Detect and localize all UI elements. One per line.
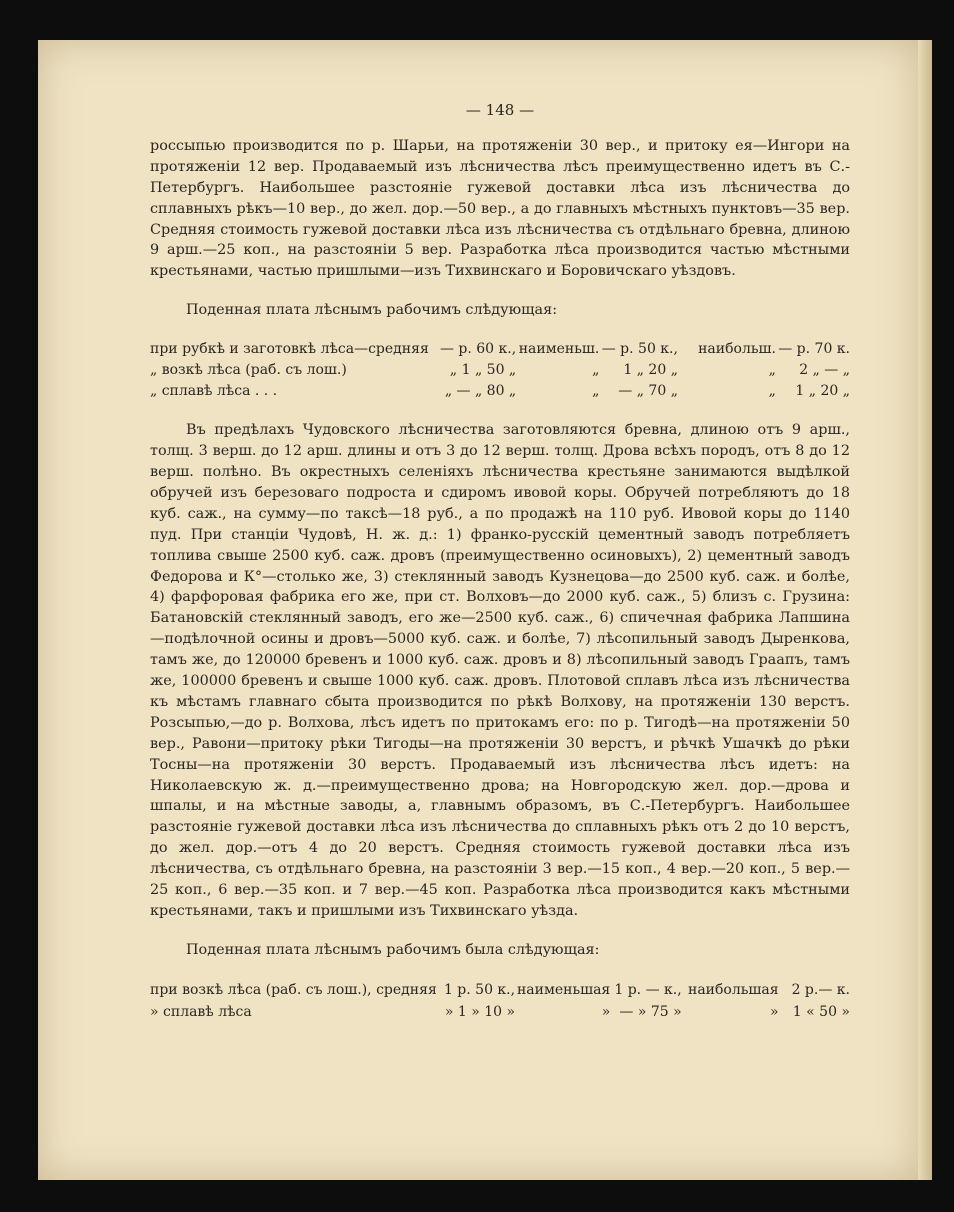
wage-max-label: „ bbox=[768, 362, 776, 379]
wage-label: при рубкѣ и заготовкѣ лѣса—средняя bbox=[150, 341, 429, 358]
wage-max-label: наибольш. bbox=[698, 341, 776, 358]
wage-min-label: наименьш. bbox=[518, 341, 600, 358]
table-row bbox=[150, 339, 850, 360]
paragraph-2: Въ предѣлахъ Чудовского лѣсничества заготовляются бревна, длиною отъ 9 арш., толщ. 3 верш. до 12 арш. длины и отъ 3 до 12 верш. толщ. Дрова всѣхъ породъ, отъ 8 до 12 верш. полѣно. Въ окрестныхъ селеніяхъ лѣсничества крестьяне занимаются выдѣлкой обручей изъ березоваго подроста и сдиромъ ивовой коры. Обручей потребляютъ до 18 куб. саж., на сумму—по таксѣ—18 руб., а по продажѣ на 110 руб. Ивовой коры до 1140 пуд. При станціи Чудовѣ, Н. ж. д.: 1) франко-русскій цементный заводъ потребляетъ топлива свыше 2500 куб. саж. дровъ (преимущественно осиновыхъ), 2) цементный заводъ Федорова и К°—столько же, 3) стеклянный заводъ Кузнецова—до 2500 куб. саж. и болѣе, 4) фарфоровая фабрика его же, при ст. Волховъ—до 2000 куб. саж., 5) близъ с. Грузина: Батановскій стеклянный заводъ, его же—2500 куб. саж., 6) спичечная фабрика Лапшина—подѣлочной осины и дровъ—5000 куб. саж. и болѣе, 7) лѣсопильный заводъ Дыренкова, тамъ же, до 120000 бревенъ и 1000 куб. саж. дровъ и 8) лѣсопильный заводъ Граапъ, тамъ же, 100000 бревенъ и свыше 1000 куб. саж. дровъ. Плотовой сплавъ лѣса изъ лѣсничества къ мѣстамъ главнаго сбыта производится по рѣкѣ Волхову, на протяженіи 130 верстъ. Розсыпью,—до р. Волхова, лѣсъ идетъ по притокамъ его: по р. Тигодѣ—на протяженіи 50 вер., Равони—притоку рѣки Тигоды—на протяженіи 30 верстъ, и рѣчкѣ Ушачкѣ до рѣки Тосны—на протяженіи 30 верстъ. Продаваемый изъ лѣсничества лѣсъ идетъ: на Николаевскую ж. д.—преимущественно дрова; на Новгородскую жел. дор.—дрова и шпалы, и на мѣстные заводы, а, главнымъ образомъ, въ С.-Петербургъ. Наибольшее разстояніе гужевой доставки лѣса изъ лѣсничества до сплавныхъ рѣкъ отъ 2 до 10 верстъ, до жел. дор.—отъ 4 до 20 верстъ. Средняя стоимость гужевой доставки лѣса изъ лѣсничества, съ отдѣльнаго бревна, на разстояніи 3 вер.—15 коп., 4 вер.—20 коп., 5 вер.—25 коп., 6 вер.—35 коп. и 7 вер.—45 коп. Разработка лѣса производится какъ мѣстными крестьянами, такъ и пришлыми изъ Тихвинскаго уѣзда. bbox=[150, 422, 850, 919]
wage-label: при возкѣ лѣса (раб. съ лош.), средняя bbox=[150, 981, 437, 998]
wage-label: » сплавѣ лѣса bbox=[150, 1003, 252, 1020]
wage-max: 1 „ 20 „ bbox=[795, 383, 850, 400]
wage-max: 2 „ — „ bbox=[799, 362, 850, 379]
table-row bbox=[150, 381, 850, 402]
wage-max-label: наибольшая bbox=[687, 981, 779, 998]
page-edge bbox=[918, 40, 932, 1180]
wage-min-label: наименьшая bbox=[516, 981, 611, 998]
wage-average: » 1 » 10 » bbox=[444, 1003, 516, 1020]
wages-heading-2: Поденная плата лѣснымъ рабочимъ была слѣдующая: bbox=[186, 941, 600, 958]
wage-max: 2 р.— к. bbox=[791, 981, 850, 998]
wages-heading-1: Поденная плата лѣснымъ рабочимъ слѣдующая: bbox=[186, 302, 558, 319]
wage-max: 1 « 50 » bbox=[792, 1003, 850, 1020]
wage-min: 1 „ 20 „ bbox=[623, 362, 678, 379]
wage-average: — р. 60 к., bbox=[439, 341, 517, 358]
wage-max: — р. 70 к. bbox=[778, 341, 850, 358]
wage-min: — » 75 » bbox=[619, 1003, 682, 1020]
page-text bbox=[150, 100, 850, 1023]
wage-average: 1 р. 50 к., bbox=[443, 981, 516, 998]
wage-average: „ 1 „ 50 „ bbox=[449, 362, 517, 379]
wage-max-label: » bbox=[769, 1003, 779, 1020]
wages-table-1 bbox=[150, 339, 850, 402]
wage-average: „ — „ 80 „ bbox=[444, 383, 517, 400]
wage-max-label: „ bbox=[768, 383, 776, 400]
paragraph-1: россыпью производится по р. Шарьи, на протяженіи 30 вер., и притоку ея—Ингори на протяженіи 12 вер. Продаваемый изъ лѣсничества лѣсъ преимущественно идетъ въ С.-Петербургъ. Наибольшее разстояніе гужевой доставки лѣса изъ лѣсничества до сплавныхъ рѣкъ—10 вер., до жел. дор.—50 вер., а до главныхъ мѣстныхъ пунктовъ—35 вер. Средняя стоимость гужевой доставки лѣса изъ лѣсничества съ отдѣльнаго бревна, длиною 9 арш.—25 коп., на разстояніи 5 вер. Разработка лѣса производится частью мѣстными крестьянами, частью пришлыми—изъ Тихвинскаго и Боровичскаго уѣздовъ. bbox=[150, 137, 850, 280]
wage-min-label: » bbox=[601, 1003, 611, 1020]
wage-min-label: „ bbox=[592, 362, 600, 379]
wage-min: — „ 70 „ bbox=[618, 383, 678, 400]
table-row bbox=[150, 360, 850, 381]
table-row bbox=[150, 1001, 850, 1023]
wage-min-label: „ bbox=[592, 383, 600, 400]
wages-table-2 bbox=[150, 979, 850, 1023]
wage-min: 1 р. — к., bbox=[614, 981, 682, 998]
page-number: — 148 — bbox=[465, 101, 535, 119]
wage-label: „ возкѣ лѣса (раб. съ лош.) bbox=[150, 362, 347, 379]
table-row bbox=[150, 979, 850, 1001]
wage-label: „ сплавѣ лѣса . . . bbox=[150, 383, 278, 400]
wage-min: — р. 50 к., bbox=[601, 341, 678, 358]
